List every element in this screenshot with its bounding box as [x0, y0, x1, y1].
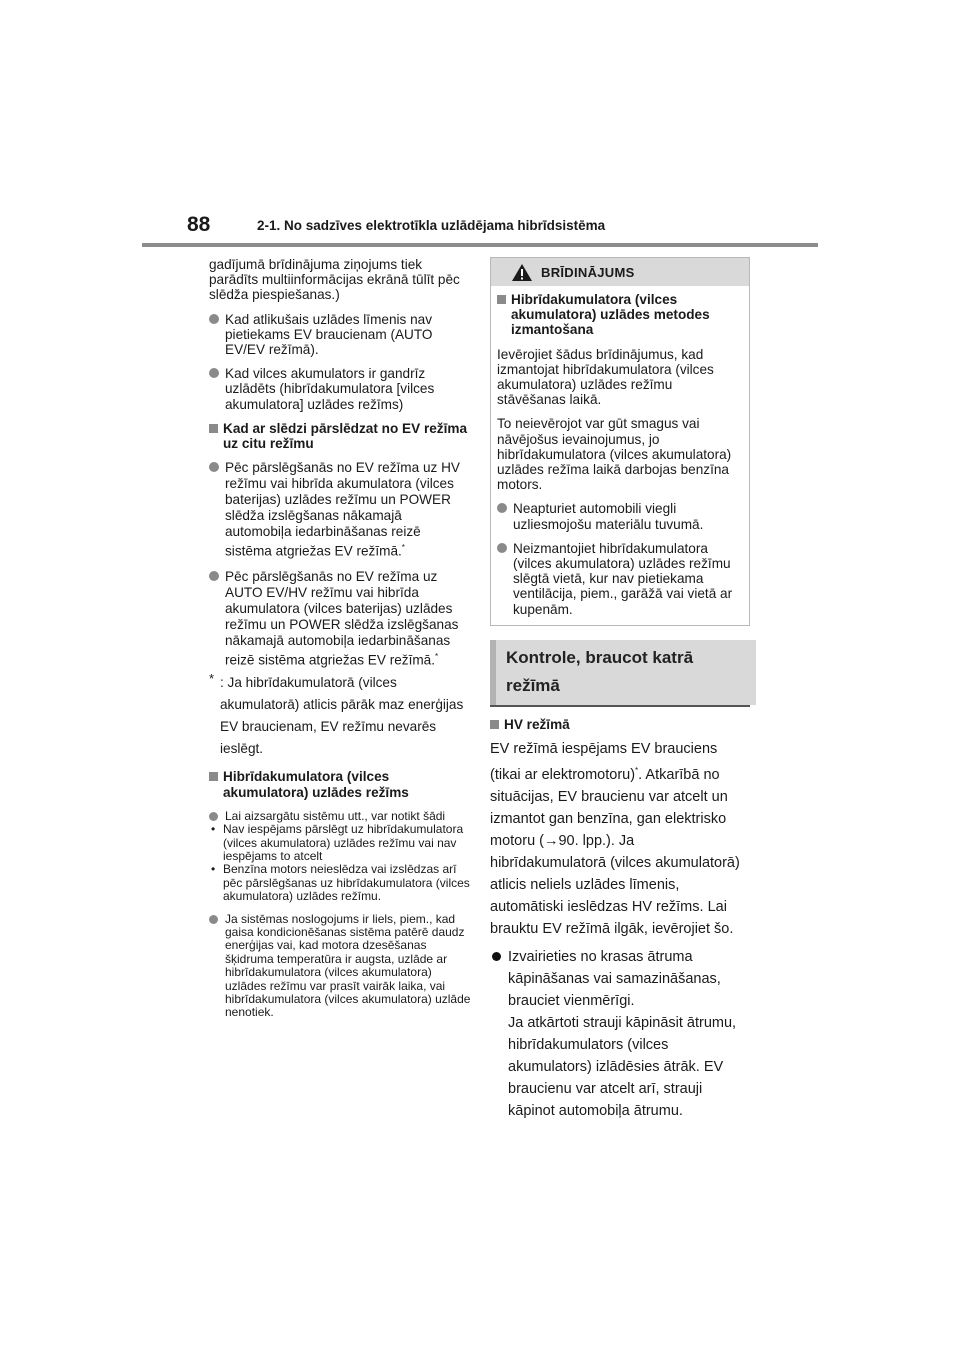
- bullet-icon: [209, 368, 219, 378]
- paragraph: [490, 738, 750, 940]
- list-item-text: Ja sistēmas noslogojums ir liels, piem., kad gaisa kondicionēšanas sistēma patērē daudz enerģijas vai, kad motora dzesēšanas šķidruma temperatūra ir augsta, uzlāde ar hibrīdakumulatora (vilces akumulatora) uzlādes režīmu var prasīt vairāk laika, vai hibrīdakumulatora (vilces akumulatora) uzlāde nenotiek.: [225, 911, 471, 1020]
- list-item: [209, 460, 471, 560]
- sub-list-item-text: Benzīna motors neieslēdza vai izslēdzas arī pēc pārslēgšanas uz hibrīdakumulatora (vilces akumulatora) uzlādes režīmu.: [223, 862, 470, 904]
- bullet-icon: [209, 314, 219, 324]
- sub-list-item: • Benzīna motors neieslēdza vai izslēdzas arī pēc pārslēgšanas uz hibrīdakumulatora (vilces akumulatora) uzlādes režīmu.: [211, 862, 470, 904]
- paragraph-text: . Atkarībā no situācijas, EV braucienu var atcelt un izmantot gan benzīna, gan elektrisko motoru (→90. lpp.). Ja hibrīdakumulatorā (vilces akumulatorā) atlicis neliels uzlādes līmenis, automātiski ieslēdzas HV režīms. Lai brauktu EV režīmā ilgāk, ievērojiet šo.: [490, 766, 740, 937]
- list-item-text: Pēc pārslēgšanās no EV režīma uz AUTO EV/HV režīmu vai hibrīda akumulatora (vilces baterijas) uzlādes režīmu un POWER slēdža izslēgšanas nākamajā automobiļa iedarbināšanas reizē sistēma atgriežas EV režīmā.: [225, 568, 459, 668]
- asterisk: *: [401, 543, 405, 553]
- list-item: [209, 569, 471, 669]
- page-number: 88: [187, 213, 211, 236]
- list-item-text: Kad atlikušais uzlādes līmenis nav pietiekams EV braucienam (AUTO EV/EV režīmā).: [225, 311, 433, 358]
- section-title: Kontrole, braucot katrā režīmā: [506, 647, 694, 695]
- warning-subheading-text: Hibrīdakumulatora (vilces akumulatora) uzlādes metodes izmantošana: [511, 292, 710, 338]
- asterisk: *: [435, 651, 439, 661]
- section-rule: [490, 705, 750, 707]
- bullet-icon: [497, 503, 507, 513]
- square-bullet-icon: [209, 772, 218, 781]
- list-item-text: Kad vilces akumulators ir gandrīz uzlādēts (hibrīdakumulatora [vilces akumulatora] uzlādes režīms): [225, 366, 435, 412]
- subheading-text: Kad ar slēdzi pārslēdzat no EV režīma uz citu režīmu: [223, 420, 468, 452]
- left-column: [209, 257, 471, 1020]
- bullet-icon: [209, 915, 218, 924]
- warning-title: BRĪDINĀJUMS: [541, 265, 635, 280]
- bullet-icon: [492, 952, 501, 961]
- list-item: [490, 946, 750, 1122]
- list-item-text: Neapturiet automobili viegli uzliesmojošu materiālu tuvumā.: [513, 501, 704, 532]
- paragraph-text: EV režīmā iespējams EV brauciens (tikai ar elektromotoru): [490, 741, 718, 783]
- paragraph: Ievērojiet šādus brīdinājumus, kad izmantojat hibrīdakumulatora (vilces akumulatora) uzlādes režīmu stāvēšanas laikā.: [497, 346, 714, 408]
- footnote: [209, 672, 471, 760]
- list-item: [209, 366, 471, 412]
- footnote-mark: *: [209, 671, 215, 687]
- sub-list-item: • Nav iespējams pārslēgt uz hibrīdakumulatora (vilces akumulatora) uzlādes režīmu vai nav iespējams to atcelt: [211, 822, 464, 863]
- bullet-icon: [209, 462, 219, 472]
- bullet-icon: [209, 571, 219, 581]
- asterisk: *: [635, 766, 639, 776]
- list-item-text: Lai aizsargātu sistēmu utt., var notikt šādi: [225, 808, 446, 823]
- warning-body: [491, 286, 749, 625]
- list-item-continuation: Ja atkārtoti strauji kāpināsit ātrumu, hibrīdakumulators (vilces akumulators) izlādēsies ātrāk. EV braucienu var atcelt arī, strauji kāpinot automobiļa ātrumu.: [508, 1014, 737, 1119]
- list-item-text: Neizmantojiet hibrīdakumulatora (vilces akumulatora) uzlādes režīmu slēgtā vietā, kur nav pietiekama ventilācija, piem., garāžā vai vietā ar kupenām.: [513, 540, 733, 617]
- square-bullet-icon: [497, 295, 506, 304]
- list-item: [209, 312, 471, 358]
- warning-box: [490, 257, 750, 626]
- bullet-icon: [497, 543, 507, 553]
- bullet-icon: [209, 812, 218, 821]
- list-item: [209, 913, 471, 1020]
- subheading: [209, 769, 471, 799]
- subheading: [209, 421, 471, 451]
- subheading-text: Hibrīdakumulatora (vilces akumulatora) uzlādes režīms: [223, 769, 409, 800]
- list-item-text: Izvairieties no krasas ātruma kāpināšanas vai samazināšanas, brauciet vienmērīgi.: [508, 948, 721, 1009]
- square-bullet-icon: [490, 720, 499, 729]
- right-column: [490, 257, 750, 1122]
- list-item-text: Pēc pārslēgšanās no EV režīma uz HV režīmu vai hibrīda akumulatora (vilces baterijas) uzlādes režīmu un POWER slēdža izslēgšanas nākamajā automobiļa iedarbināšanas reizē sistēma atgriežas EV režīmā.: [225, 460, 460, 559]
- list-item: [209, 810, 471, 823]
- footnote-text: : Ja hibrīdakumulatorā (vilces akumulatorā) atlicis pārāk maz enerģijas EV braucienam, EV režīmu nevarēs ieslēgt.: [220, 675, 464, 757]
- subheading-text: HV režīmā: [504, 716, 570, 732]
- list-item: [497, 541, 743, 617]
- square-bullet-icon: [209, 424, 218, 433]
- list-item: [497, 501, 743, 531]
- header-rule: [142, 243, 818, 247]
- chapter-title: 2-1. No sadzīves elektrotīkla uzlādējama hibrīdsistēma: [257, 218, 606, 233]
- paragraph: To neievērojot var gūt smagus vai nāvējošus ievainojumus, jo hibrīdakumulatora (vilces akumulatora) uzlādes režīma laikā darbojas benzīna motors.: [497, 416, 732, 493]
- page-header: [0, 0, 960, 260]
- subheading: [490, 717, 750, 732]
- warning-subheading: [497, 292, 743, 338]
- warning-triangle-icon: [511, 263, 533, 287]
- section-heading-box: [490, 640, 756, 705]
- warning-header: [491, 258, 749, 286]
- sub-list-item-text: Nav iespējams pārslēgt uz hibrīdakumulatora (vilces akumulatora) uzlādes režīmu vai nav iespējams to atcelt: [223, 822, 464, 863]
- paragraph: gadījumā brīdinājuma ziņojums tiek parādīts multiinformācijas ekrānā tūlīt pēc slēdža piespiešanas.): [209, 257, 460, 303]
